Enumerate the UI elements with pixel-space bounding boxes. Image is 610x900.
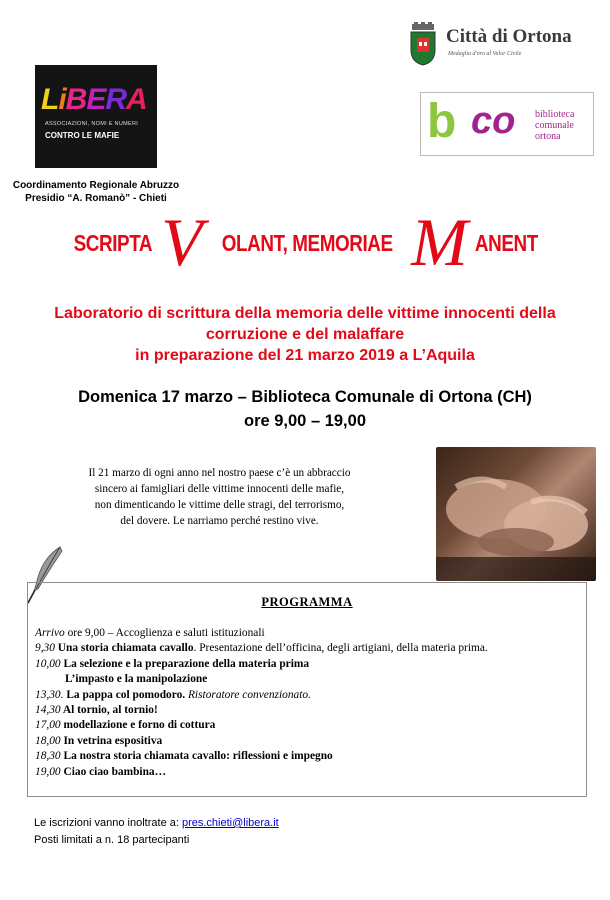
programme-item: 9,30 Una storia chiamata cavallo. Presentazione dell’officina, degli artigiani, della materia prima. xyxy=(35,642,488,655)
subtitle-line-3: in preparazione del 21 marzo 2019 a L’Aquila xyxy=(135,347,475,364)
programme-item: 13,30. La pappa col pomodoro. Ristoratore convenzionato. xyxy=(35,688,311,701)
intro-paragraph: Il 21 marzo di ogni anno nel nostro paese c’è un abbraccio sincero ai famigliari delle vittime innocenti delle mafie, non dimenticando le vittime delle stragi, del terrorismo, del dovere. Le narriamo perché restino vive. xyxy=(88,467,351,527)
hands-clay-image xyxy=(436,447,596,581)
programme-item: 19,00 Ciao ciao bambina… xyxy=(35,765,167,778)
coordination-line-1: Coordinamento Regionale Abruzzo xyxy=(12,180,180,191)
event-date-place: Domenica 17 marzo – Biblioteca Comunale di Ortona (CH) xyxy=(78,388,532,406)
programme-title: PROGRAMMA xyxy=(261,595,353,609)
programme-item: 18,30 La nostra storia chiamata cavallo: riflessioni e impegno xyxy=(35,750,333,763)
headline: SCRIPTAV OLANT, MEMORIAEM ANENT xyxy=(74,204,538,280)
seats-limit: Posti limitati a n. 18 partecipanti xyxy=(34,834,190,846)
ortona-motto: Medaglia d'oro al Valor Civile xyxy=(448,51,522,57)
bco-logo-text: biblioteca comunale ortona xyxy=(535,109,575,142)
libera-logo-subtitle: ASSOCIAZIONI, NOMI E NUMERI xyxy=(45,121,139,127)
programme-item: Arrivo ore 9,00 – Accoglienza e saluti istituzionali xyxy=(35,627,265,639)
bco-logo-b: b xyxy=(427,95,457,148)
ortona-name: Città di Ortona xyxy=(446,26,572,47)
libera-logo-tagline: CONTRO LE MAFIE xyxy=(45,131,120,140)
programme-box xyxy=(27,582,587,797)
ortona-crest-icon xyxy=(408,22,438,66)
subtitle-line-2: corruzione e del malaffare xyxy=(205,326,405,343)
programme-item: 18,00 In vetrina espositiva xyxy=(35,734,163,747)
ortona-logo xyxy=(408,22,598,72)
pottery-hands-photo xyxy=(436,447,596,581)
registration-line: Le iscrizioni vanno inoltrate a: pres.chieti@libera.it xyxy=(34,817,279,829)
bco-logo-co: co xyxy=(471,100,516,142)
programme-list xyxy=(35,626,488,780)
programme-item: 14,30 Al tornio, al tornio! xyxy=(35,704,158,717)
programme-item: 17,00 modellazione e forno di cottura xyxy=(35,719,216,732)
coordination-line-2: Presidio “A. Romanò” - Chieti xyxy=(25,193,167,204)
programme-item: L’impasto e la manipolazione xyxy=(65,673,208,686)
subtitle-line-1: Laboratorio di scrittura della memoria delle vittime innocenti della xyxy=(54,305,556,322)
programme-item: 10,00 La selezione e la preparazione della materia prima xyxy=(35,657,310,670)
libera-logo-wordmark: LiBERA xyxy=(41,83,147,116)
libera-logo xyxy=(35,65,157,168)
registration-email-link[interactable]: pres.chieti@libera.it xyxy=(181,817,279,829)
event-hours: ore 9,00 – 19,00 xyxy=(243,412,366,430)
bco-logo xyxy=(420,92,594,156)
